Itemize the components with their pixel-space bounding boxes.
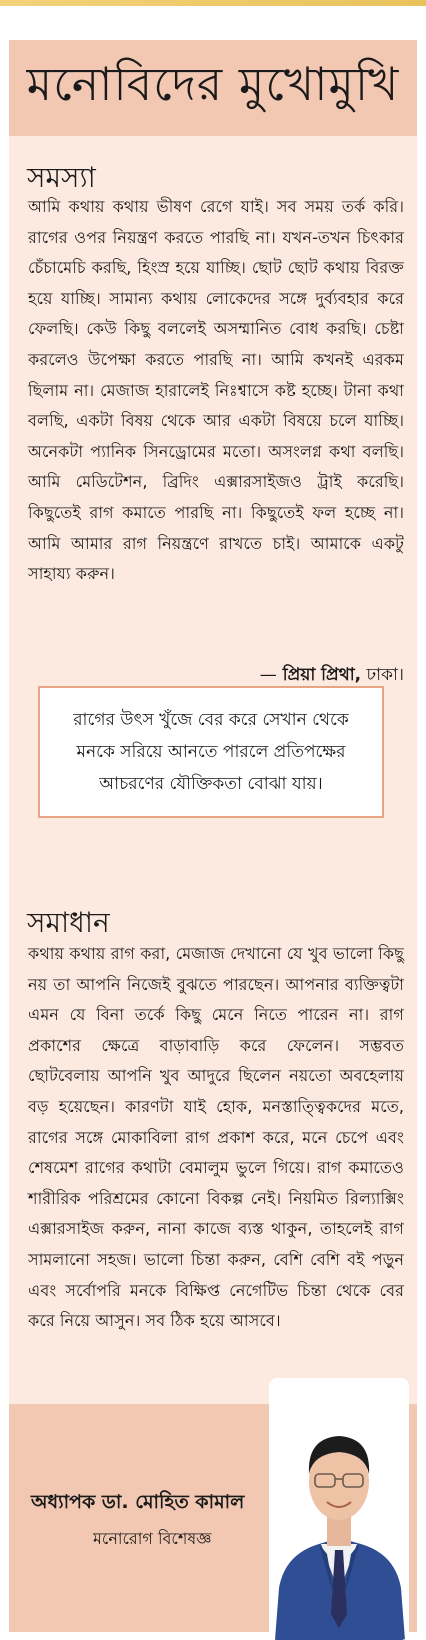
author-name: অধ্যাপক ডা. মোহিত কামাল (31, 1491, 245, 1513)
problem-text: আমি কথায় কথায় ভীষণ রেগে যাই। সব সময় তর্ক করি। রাগের ওপর নিয়ন্ত্রণ করতে পারছি না। যখন-তখন চিৎকার চেঁচামেচি করছি, হিংস্র হয়ে যাচ্ছি। ছোট ছোট কথায় বিরক্ত হয়ে যাচ্ছি। সামান্য কথায় লোকেদের সঙ্গে দুর্ব্যবহার করে ফেলছি। কেউ কিছু বললেই অসম্মানিত বোধ করছি। চেষ্টা করলেও উপেক্ষা করতে পারছি না। আমি কখনই এরকম ছিলাম না। মেজাজ হারালেই নিঃশ্বাসে কষ্ট হচ্ছে। টানা কথা বলছি, একটা বিষয় থেকে আর একটা বিষয়ে চলে যাচ্ছি। অনেকটা প্যানিক সিনড্রোমের মতো। অসংলগ্ন কথা বলছি। আমি মেডিটেশন, ব্রিদিং এক্সারসাইজও ট্রাই করেছি। কিছুতেই রাগ কমাতে পারছি না। কিছুতেই ফল হচ্ছে না। আমি আমার রাগ নিয়ন্ত্রণে রাখতে চাই। আমাকে একটু সাহায্য করুন। (28, 197, 405, 584)
pull-quote-box (38, 686, 384, 818)
signature-name: প্রিয়া প্রিথা, (282, 665, 362, 685)
signature-dash: — (259, 665, 277, 685)
top-accent-stripe (0, 0, 426, 6)
pull-quote-text: রাগের উৎস খুঁজে বের করে সেখান থেকে মনকে সরিয়ে আনতে পারলে প্রতিপক্ষের আচরণের যৌক্তিকতা বোঝা যায়। (73, 710, 349, 794)
column-header-band (9, 40, 417, 136)
author-photo (269, 1378, 409, 1640)
column-title: মনোবিদের মুখোমুখি (26, 57, 400, 111)
signature-place: ঢাকা। (366, 665, 404, 685)
problem-heading: সমস্যা (27, 161, 96, 194)
solution-heading: সমাধান (27, 906, 110, 939)
author-role: মনোরোগ বিশেষজ্ঞ (93, 1529, 212, 1548)
solution-text: কথায় কথায় রাগ করা, মেজাজ দেখানো যে খুব ভালো কিছু নয় তা আপনি নিজেই বুঝতে পারছেন। আপনার ব্যক্তিত্বটা এমন যে বিনা তর্কে কিছু মেনে নিতে পারেন না। রাগ প্রকাশের ক্ষেত্রে বাড়াবাড়ি করে ফেলেন। সম্ভবত ছোটবেলায় আপনি খুব আদুরে ছিলেন নয়তো অবহেলায় বড় হয়েছেন। কারণটা যাই হোক, মনস্তাত্ত্বিকদের মতে, রাগের সঙ্গে মোকাবিলা রাগ প্রকাশ করে, মনে চেপে এবং শেষমেশ রাগের কথাটা বেমালুম ভুলে গিয়ে। রাগ কমাতেও শারীরিক পরিশ্রমের কোনো বিকল্প নেই। নিয়মিত রিল্যাক্সিং এক্সারসাইজ করুন, নানা কাজে ব্যস্ত থাকুন, তাহলেই রাগ সামলানো সহজ। ভালো চিন্তা করুন, বেশি বেশি বই পড়ুন এবং সর্বোপরি মনকে বিক্ষিপ্ত নেগেটিভ চিন্তা থেকে বের করে নিয়ে আসুন। সব ঠিক হয়ে আসবে। (28, 944, 404, 1331)
advice-column-card (9, 40, 417, 1632)
